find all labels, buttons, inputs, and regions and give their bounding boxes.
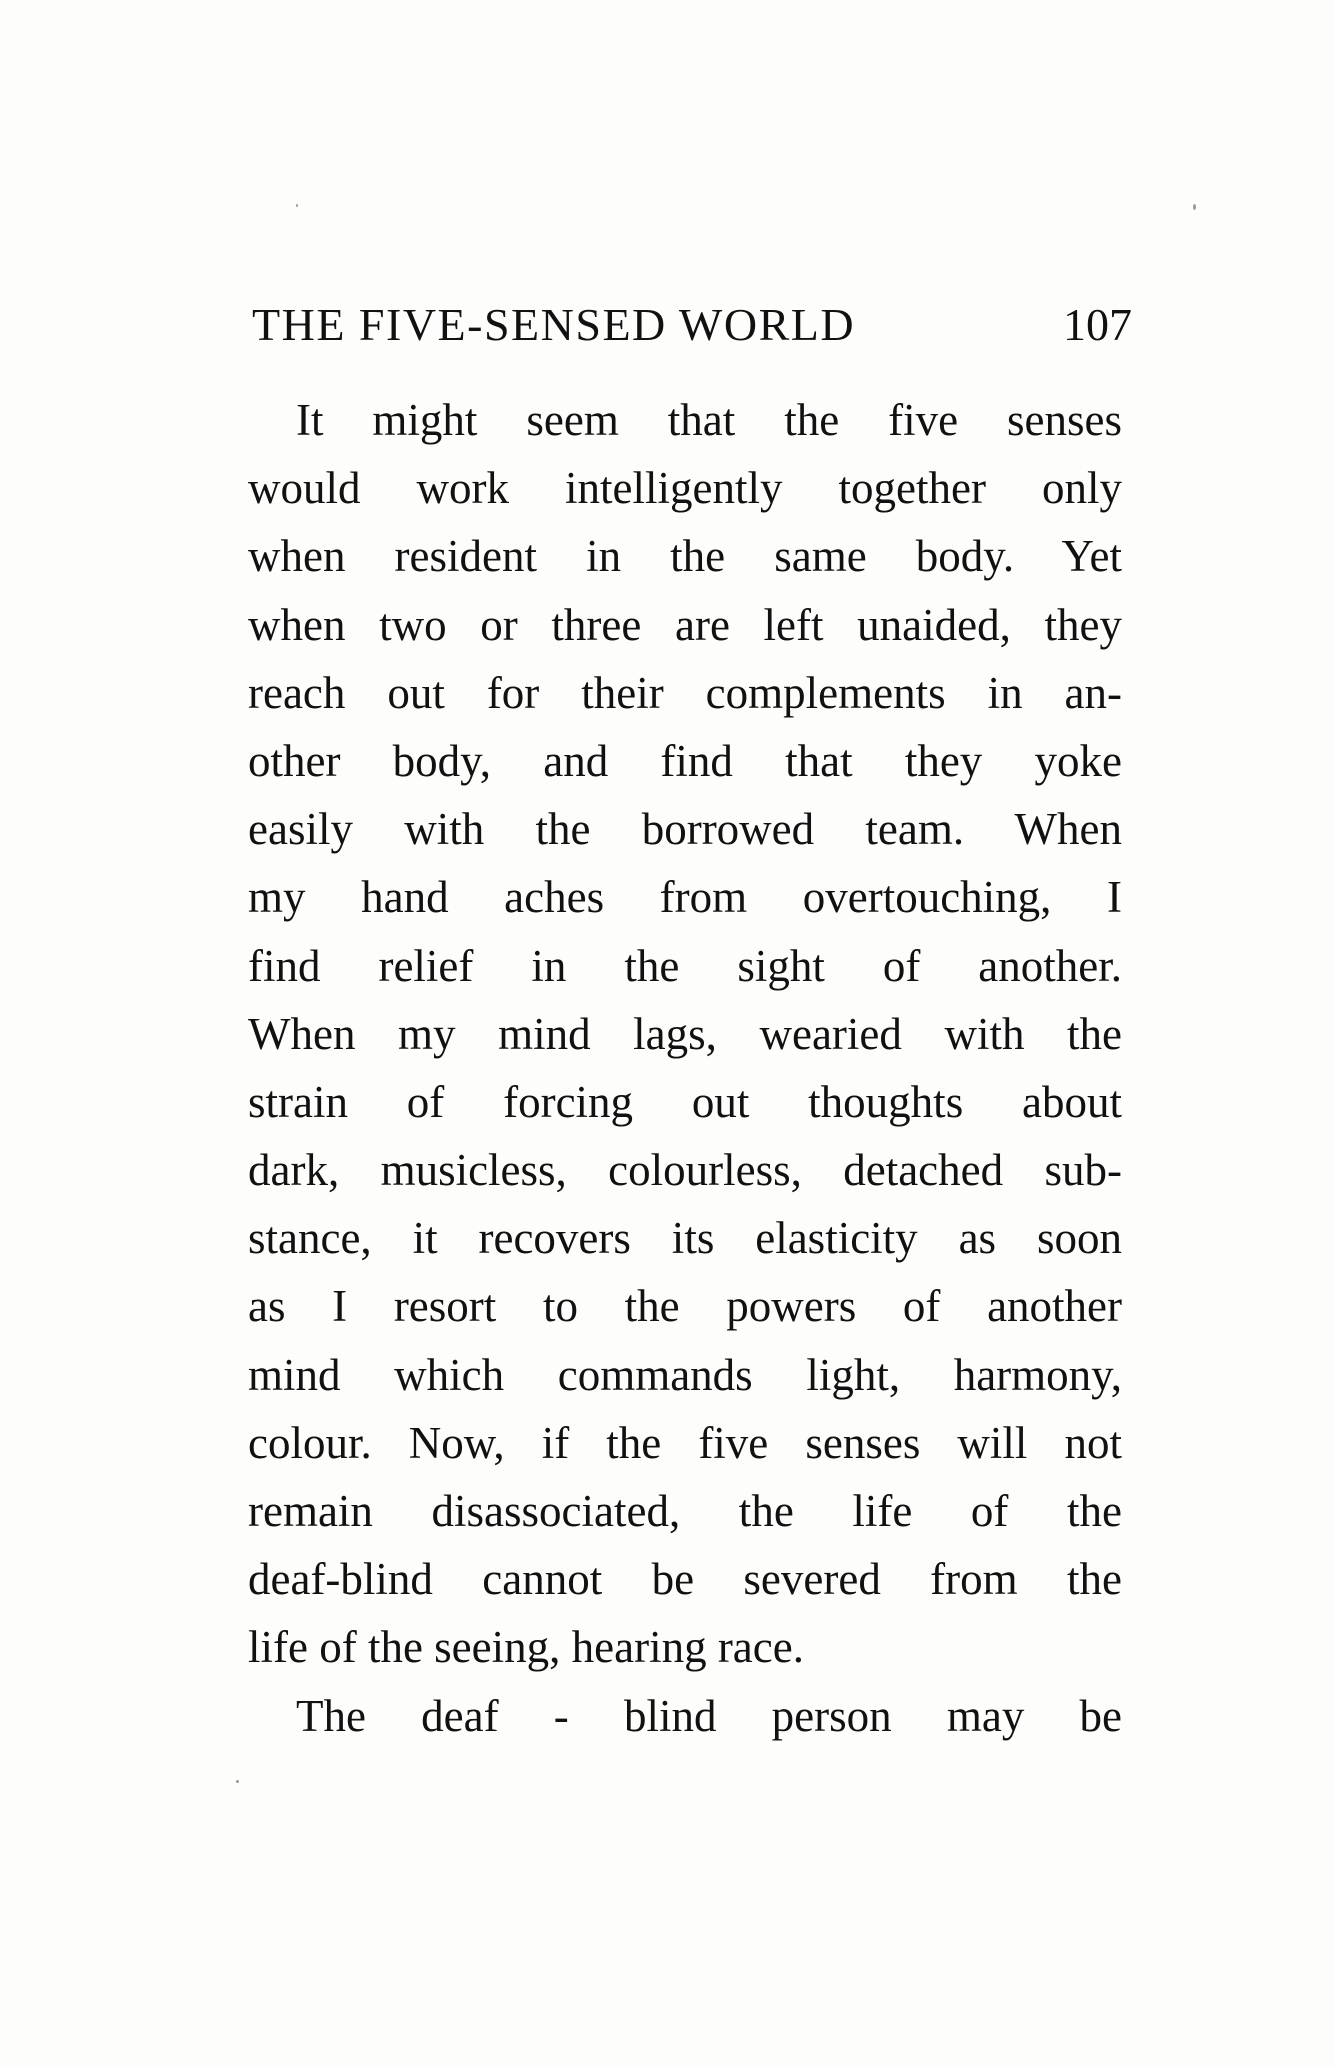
text-line: The deaf - blind person may be [296, 1690, 1122, 1741]
text-line: mind which commands light, harmony, [248, 1349, 1122, 1400]
running-head-title: THE FIVE-SENSED WORLD [252, 299, 856, 350]
text-line: when resident in the same body. Yet [248, 531, 1122, 582]
text-line: life of the seeing, hearing race. [248, 1622, 804, 1673]
text-line: It might seem that the five senses [296, 395, 1122, 445]
text-line: dark, musicless, colourless, detached sub- [248, 1145, 1122, 1196]
page-speck [236, 1780, 239, 1783]
text-line: strain of forcing out thoughts about [248, 1076, 1122, 1127]
text-line: other body, and find that they yoke [248, 735, 1122, 786]
running-header [252, 290, 1132, 360]
text-line: would work intelligently together only [248, 463, 1122, 514]
text-line: find relief in the sight of another. [248, 940, 1122, 991]
text-line: stance, it recovers its elasticity as soon [248, 1213, 1122, 1264]
text-line: easily with the borrowed team. When [248, 804, 1122, 855]
page-speck [296, 204, 298, 207]
text-line: my hand aches from overtouching, I [248, 872, 1122, 923]
paragraph [248, 386, 1122, 1682]
text-line: as I resort to the powers of another [248, 1281, 1122, 1332]
page-number: 107 [1063, 299, 1132, 350]
page-speck [1193, 204, 1196, 210]
text-line: reach out for their complements in an- [248, 667, 1122, 718]
paragraph [248, 1682, 1122, 1750]
body-text [248, 386, 1122, 1750]
text-line: colour. Now, if the five senses will not [248, 1417, 1122, 1468]
text-line: When my mind lags, wearied with the [248, 1008, 1122, 1059]
text-line: when two or three are left unaided, they [248, 599, 1122, 650]
text-line: remain disassociated, the life of the [248, 1486, 1122, 1536]
text-line: deaf-blind cannot be severed from the [248, 1554, 1122, 1605]
